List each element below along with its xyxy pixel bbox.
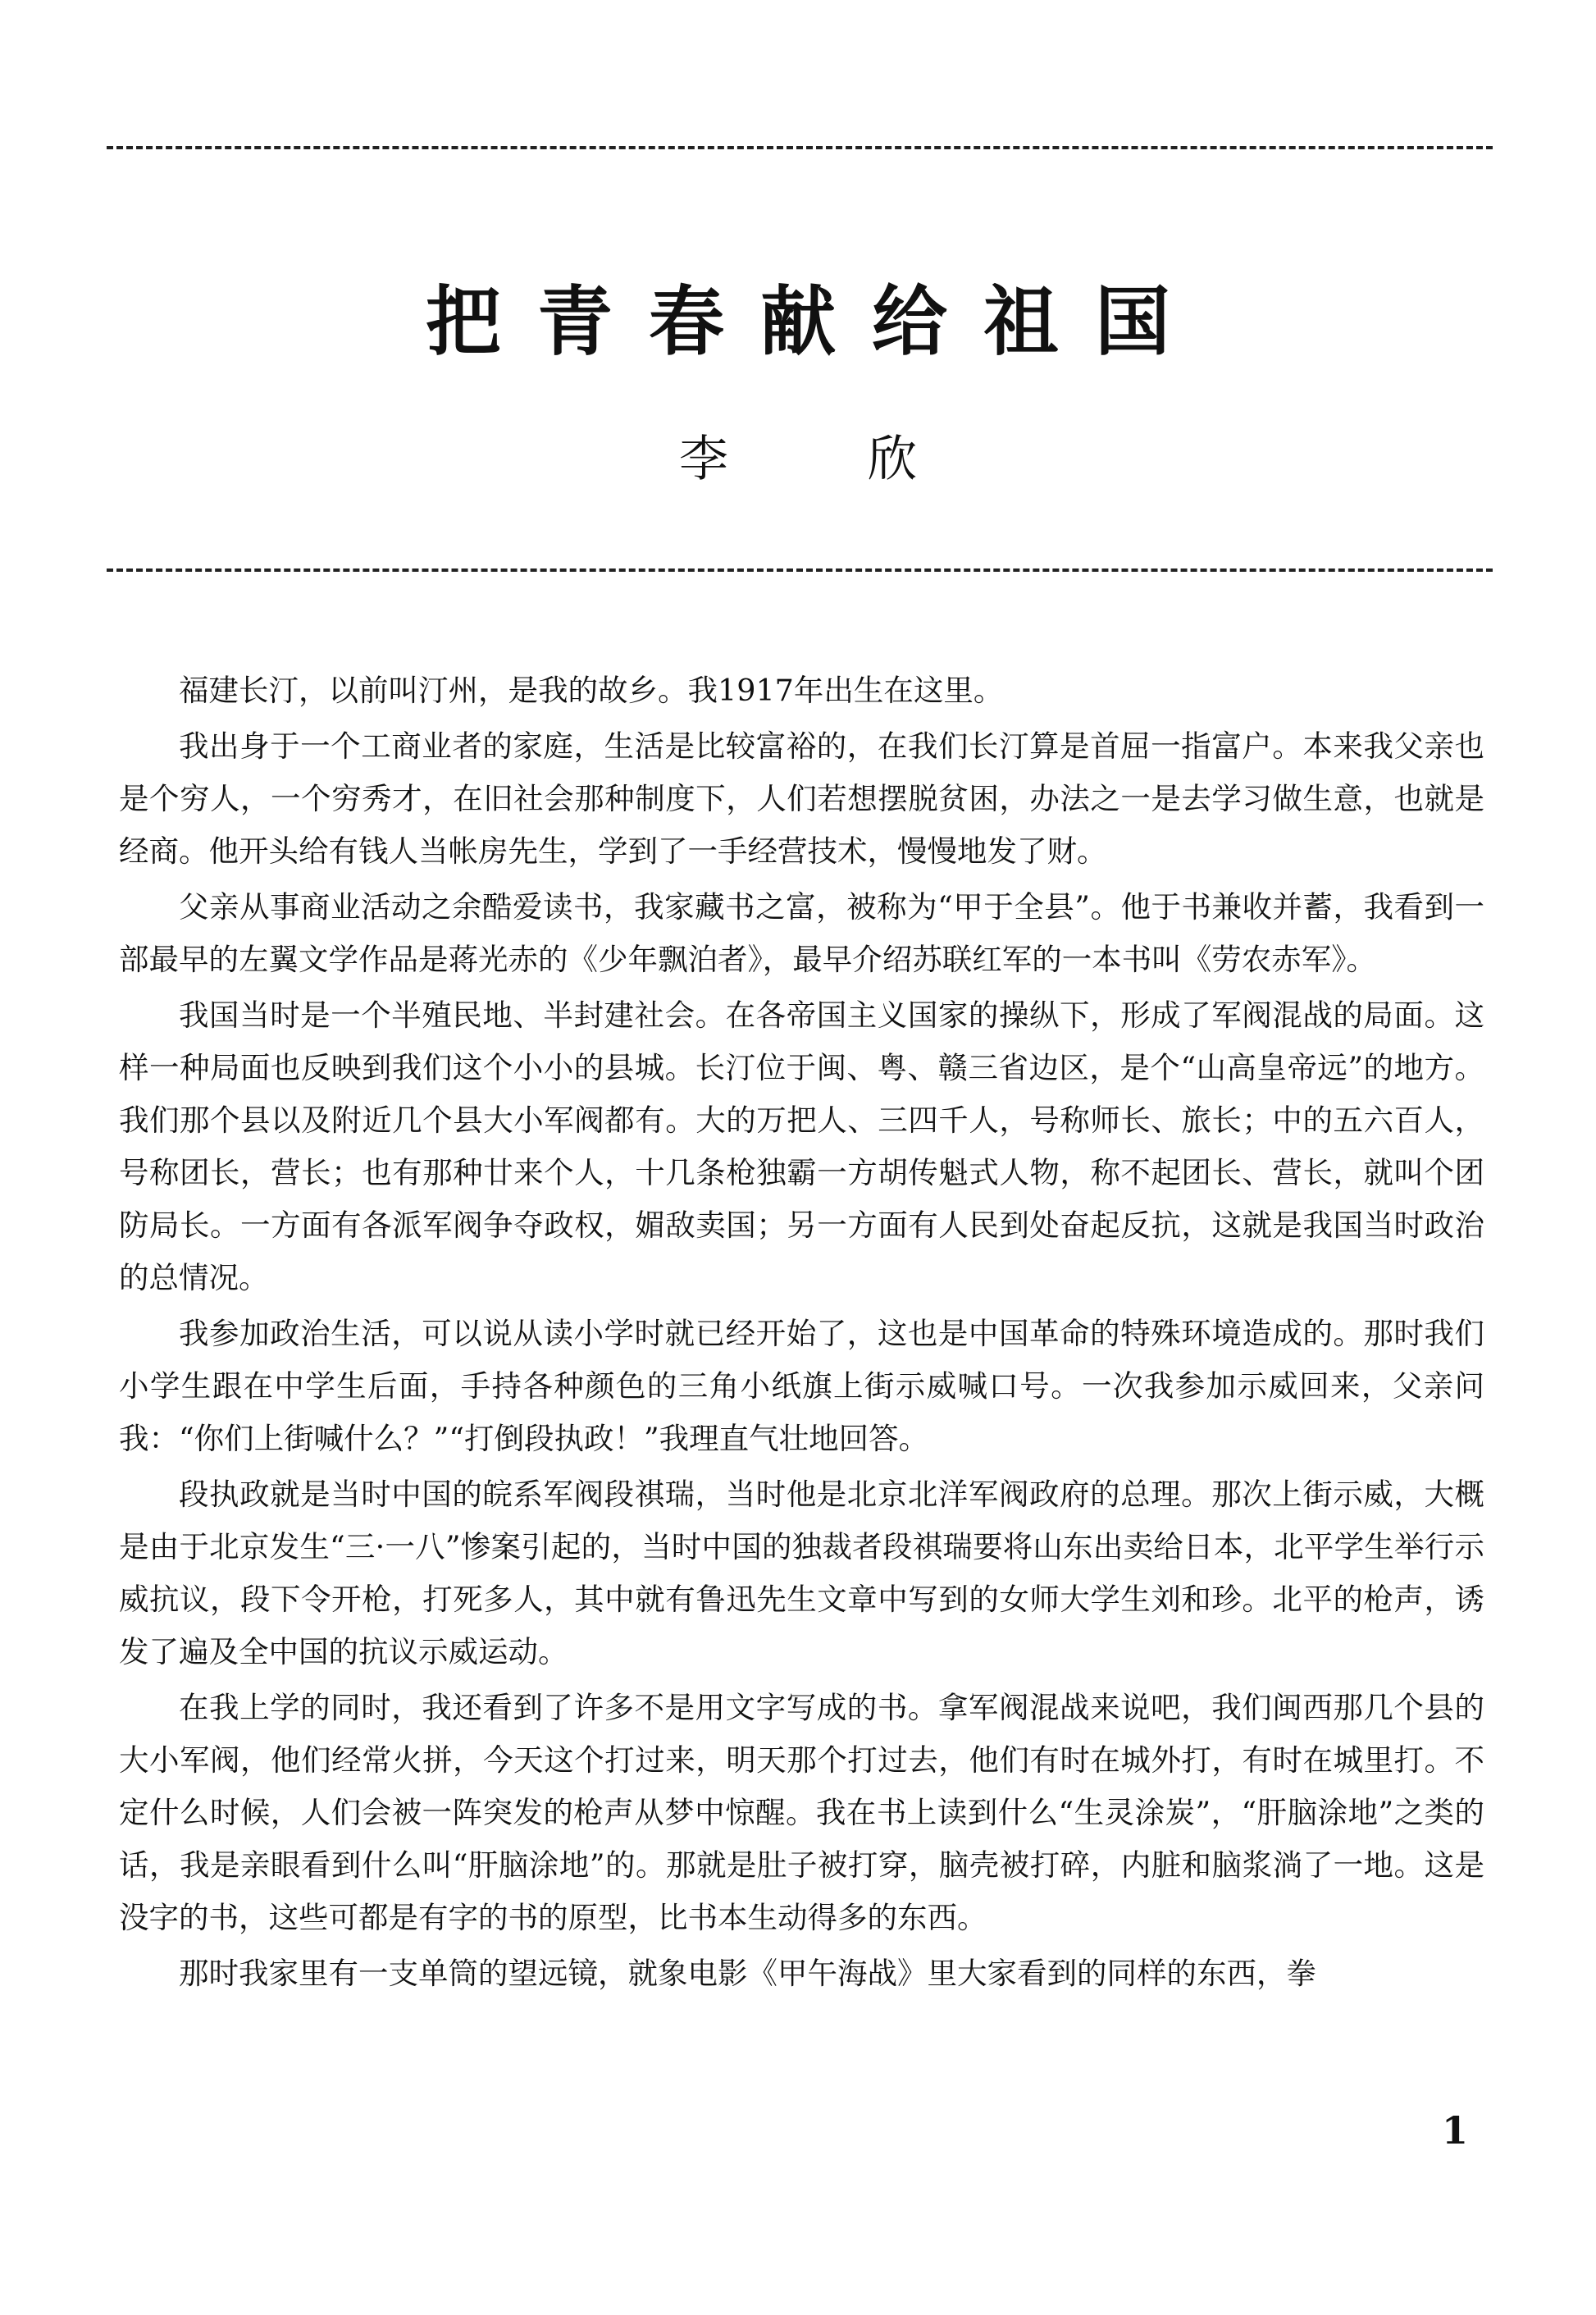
paragraph: 那时我家里有一支单筒的望远镜，就象电影《甲午海战》里大家看到的同样的东西，拳 [179,1956,1316,1991]
page-number: 1 [1441,2108,1468,2153]
paragraph: 我国当时是一个半殖民地、半封建社会。在各帝国主义国家的操纵下，形成了军阀混战的局面。这样一种局面也反映到我们这个小小的县城。长汀位于闽、粤、赣三省边区，是个“山高皇帝远”的地方。我们那个县以及附近几个县大小军阀都有。大的万把人、三四千人，号称师长、旅长；中的五六百人，号称团长，营长；也有那种廿来个人，十几条枪独霸一方胡传魁式人物，称不起团长、营长，就叫个团防局长。一方面有各派军阀争夺政权，媚敌卖国；另一方面有人民到处奋起反抗，这就是我国当时政治的总情况。 [119,998,1484,1295]
top-rule [107,146,1493,149]
author-byline [0,427,1596,492]
article-body [119,664,1484,2003]
author-given-name: 欣 [868,431,917,488]
bottom-rule [107,568,1493,572]
paragraph: 在我上学的同时，我还看到了许多不是用文字写成的书。拿军阀混战来说吧，我们闽西那几个县的大小军阀，他们经常火拼，今天这个打过来，明天那个打过去，他们有时在城外打，有时在城里打。不定什么时候，人们会被一阵突发的枪声从梦中惊醒。我在书上读到什么“生灵涂炭”，“肝脑涂地”之类的话，我是亲眼看到什么叫“肝脑涂地”的。那就是肚子被打穿，脑壳被打碎，内脏和脑浆淌了一地。这是没字的书，这些可都是有字的书的原型，比书本生动得多的东西。 [119,1690,1484,1935]
paragraph: 我参加政治生活，可以说从读小学时就已经开始了，这也是中国革命的特殊环境造成的。那时我们小学生跟在中学生后面，手持各种颜色的三角小纸旗上街示威喊口号。一次我参加示威回来，父亲问我：“你们上街喊什么？”“打倒段执政！”我理直气壮地回答。 [119,1316,1484,1456]
paragraph: 我出身于一个工商业者的家庭，生活是比较富裕的，在我们长汀算是首屈一指富户。本来我父亲也是个穷人，一个穷秀才，在旧社会那种制度下，人们若想摆脱贫困，办法之一是去学习做生意，也就是经商。他开头给有钱人当帐房先生，学到了一手经营技术，慢慢地发了财。 [119,728,1484,869]
paragraph: 父亲从事商业活动之余酷爱读书，我家藏书之富，被称为“甲于全县”。他于书兼收并蓄，我看到一部最早的左翼文学作品是蒋光赤的《少年飘泊者》，最早介绍苏联红军的一本书叫《劳农赤军》。 [119,889,1484,977]
article-title: 把青春献给祖国 [425,276,1206,366]
paragraph: 福建长汀，以前叫汀州，是我的故乡。我1917年出生在这里。 [179,673,1004,708]
author-surname: 李 [679,431,728,488]
paragraph: 段执政就是当时中国的皖系军阀段祺瑞，当时他是北京北洋军阀政府的总理。那次上街示威，大概是由于北京发生“三·一八”惨案引起的，当时中国的独裁者段祺瑞要将山东出卖给日本，北平学生举行示威抗议，段下令开枪，打死多人，其中就有鲁迅先生文章中写到的女师大学生刘和珍。北平的枪声，诱发了遍及全中国的抗议示威运动。 [119,1477,1484,1669]
